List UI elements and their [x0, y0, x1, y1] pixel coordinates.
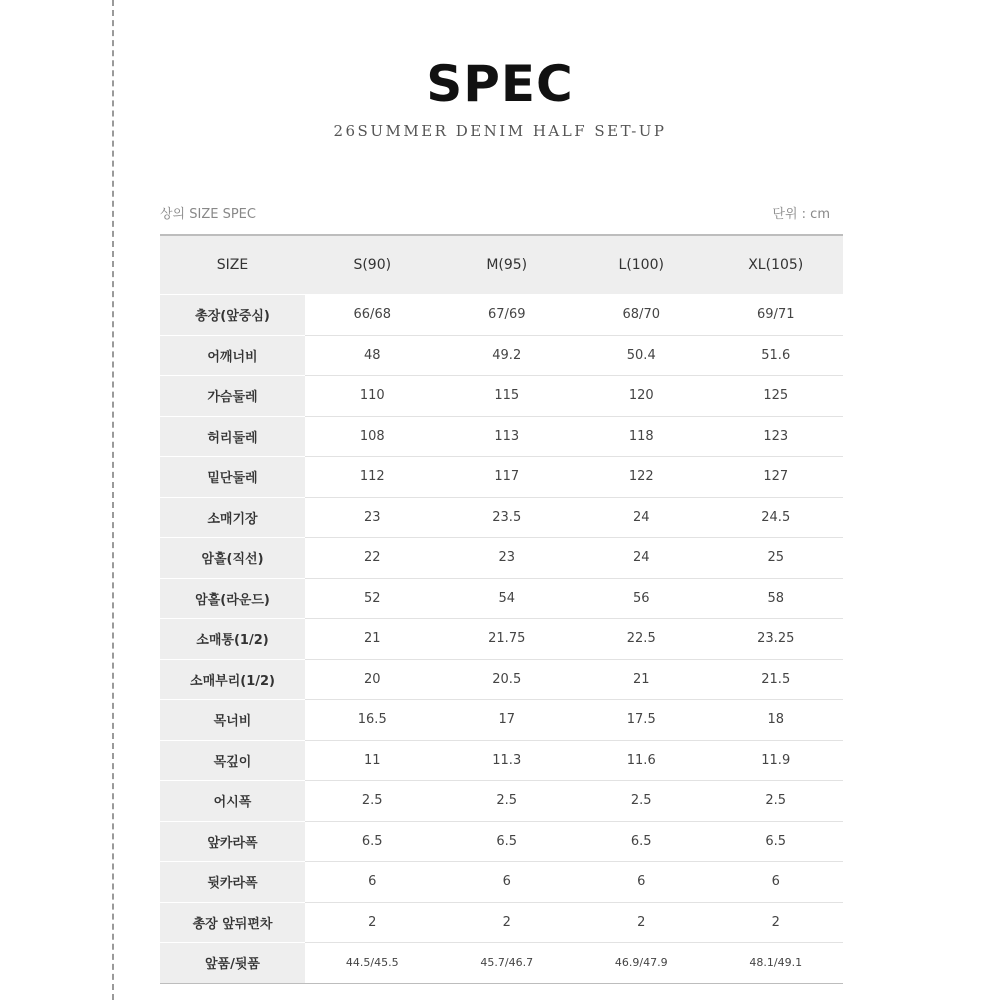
header-xl: XL(105)	[709, 235, 844, 295]
table-cell: 23.5	[440, 497, 575, 538]
table-cell: 48	[305, 335, 440, 376]
table-cell: 2	[440, 902, 575, 943]
table-row	[160, 335, 843, 376]
table-cell: 6	[574, 862, 709, 903]
table-cell: 23.25	[709, 619, 844, 660]
table-cell: 18	[709, 700, 844, 741]
table-cell: 21	[305, 619, 440, 660]
table-cell: 2.5	[305, 781, 440, 822]
page-subtitle: 26SUMMER DENIM HALF SET-UP	[333, 122, 667, 140]
table-row	[160, 295, 843, 336]
table-cell: 122	[574, 457, 709, 498]
table-cell: 6.5	[574, 821, 709, 862]
table-cell: 2	[709, 902, 844, 943]
table-cell: 66/68	[305, 295, 440, 336]
table-cell: 20	[305, 659, 440, 700]
table-cell: 23	[305, 497, 440, 538]
table-cell: 2.5	[574, 781, 709, 822]
table-row	[160, 902, 843, 943]
table-row	[160, 821, 843, 862]
table-cell: 6.5	[709, 821, 844, 862]
row-label: 뒷카라폭	[160, 862, 305, 903]
table-cell: 22.5	[574, 619, 709, 660]
size-spec-table	[160, 234, 843, 984]
table-cell: 2.5	[709, 781, 844, 822]
table-caption: 상의 SIZE SPEC	[160, 207, 256, 222]
table-cell: 110	[305, 376, 440, 417]
table-cell: 23	[440, 538, 575, 579]
table-cell: 24	[574, 538, 709, 579]
table-cell: 67/69	[440, 295, 575, 336]
table-cell: 117	[440, 457, 575, 498]
table-cell: 11.6	[574, 740, 709, 781]
table-cell: 45.7/46.7	[440, 943, 575, 984]
table-cell: 49.2	[440, 335, 575, 376]
table-cell: 21.5	[709, 659, 844, 700]
row-label: 어시폭	[160, 781, 305, 822]
table-cell: 50.4	[574, 335, 709, 376]
table-cell: 17.5	[574, 700, 709, 741]
table-cell: 58	[709, 578, 844, 619]
table-row	[160, 578, 843, 619]
header-l: L(100)	[574, 235, 709, 295]
table-cell: 21	[574, 659, 709, 700]
table-row	[160, 497, 843, 538]
table-body	[160, 295, 843, 984]
page-title: SPEC	[426, 55, 574, 113]
table-cell: 69/71	[709, 295, 844, 336]
row-label: 목너비	[160, 700, 305, 741]
row-label: 소매부리(1/2)	[160, 659, 305, 700]
table-cell: 20.5	[440, 659, 575, 700]
row-label: 앞품/뒷품	[160, 943, 305, 984]
table-row	[160, 659, 843, 700]
table-cell: 56	[574, 578, 709, 619]
table-cell: 113	[440, 416, 575, 457]
row-label: 소매통(1/2)	[160, 619, 305, 660]
table-cell: 21.75	[440, 619, 575, 660]
header-m: M(95)	[440, 235, 575, 295]
table-cell: 25	[709, 538, 844, 579]
table-row	[160, 376, 843, 417]
table-cell: 22	[305, 538, 440, 579]
table-cell: 16.5	[305, 700, 440, 741]
table-cell: 120	[574, 376, 709, 417]
row-label: 목깊이	[160, 740, 305, 781]
table-cell: 118	[574, 416, 709, 457]
table-cell: 54	[440, 578, 575, 619]
row-label: 밑단둘레	[160, 457, 305, 498]
table-row	[160, 619, 843, 660]
header-size: SIZE	[160, 235, 305, 295]
row-label: 총장 앞뒤편차	[160, 902, 305, 943]
table-cell: 24	[574, 497, 709, 538]
row-label: 가슴둘레	[160, 376, 305, 417]
row-label: 허리둘레	[160, 416, 305, 457]
unit-label: 단위 : cm	[772, 207, 830, 222]
row-label: 암홀(직선)	[160, 538, 305, 579]
row-label: 앞카라폭	[160, 821, 305, 862]
table-cell: 51.6	[709, 335, 844, 376]
table-cell: 11	[305, 740, 440, 781]
table-cell: 6.5	[440, 821, 575, 862]
table-cell: 115	[440, 376, 575, 417]
table-cell: 44.5/45.5	[305, 943, 440, 984]
table-cell: 108	[305, 416, 440, 457]
table-cell: 2	[305, 902, 440, 943]
table-row	[160, 700, 843, 741]
row-label: 소매기장	[160, 497, 305, 538]
table-cell: 24.5	[709, 497, 844, 538]
table-cell: 125	[709, 376, 844, 417]
table-row	[160, 740, 843, 781]
table-header-row	[160, 235, 843, 295]
table-cell: 6	[440, 862, 575, 903]
table-cell: 11.9	[709, 740, 844, 781]
table-cell: 123	[709, 416, 844, 457]
table-cell: 52	[305, 578, 440, 619]
header-s: S(90)	[305, 235, 440, 295]
table-row	[160, 781, 843, 822]
table-cell: 2	[574, 902, 709, 943]
table-row	[160, 416, 843, 457]
table-cell: 6	[709, 862, 844, 903]
row-label: 총장(앞중심)	[160, 295, 305, 336]
table-row	[160, 862, 843, 903]
table-cell: 6.5	[305, 821, 440, 862]
row-label: 암홀(라운드)	[160, 578, 305, 619]
table-cell: 112	[305, 457, 440, 498]
table-cell: 68/70	[574, 295, 709, 336]
table-row	[160, 457, 843, 498]
table-row	[160, 943, 843, 984]
table-cell: 6	[305, 862, 440, 903]
table-cell: 48.1/49.1	[709, 943, 844, 984]
table-cell: 17	[440, 700, 575, 741]
table-cell: 11.3	[440, 740, 575, 781]
table-cell: 46.9/47.9	[574, 943, 709, 984]
row-label: 어깨너비	[160, 335, 305, 376]
dashed-divider	[112, 0, 114, 1000]
table-row	[160, 538, 843, 579]
table-cell: 127	[709, 457, 844, 498]
table-cell: 2.5	[440, 781, 575, 822]
